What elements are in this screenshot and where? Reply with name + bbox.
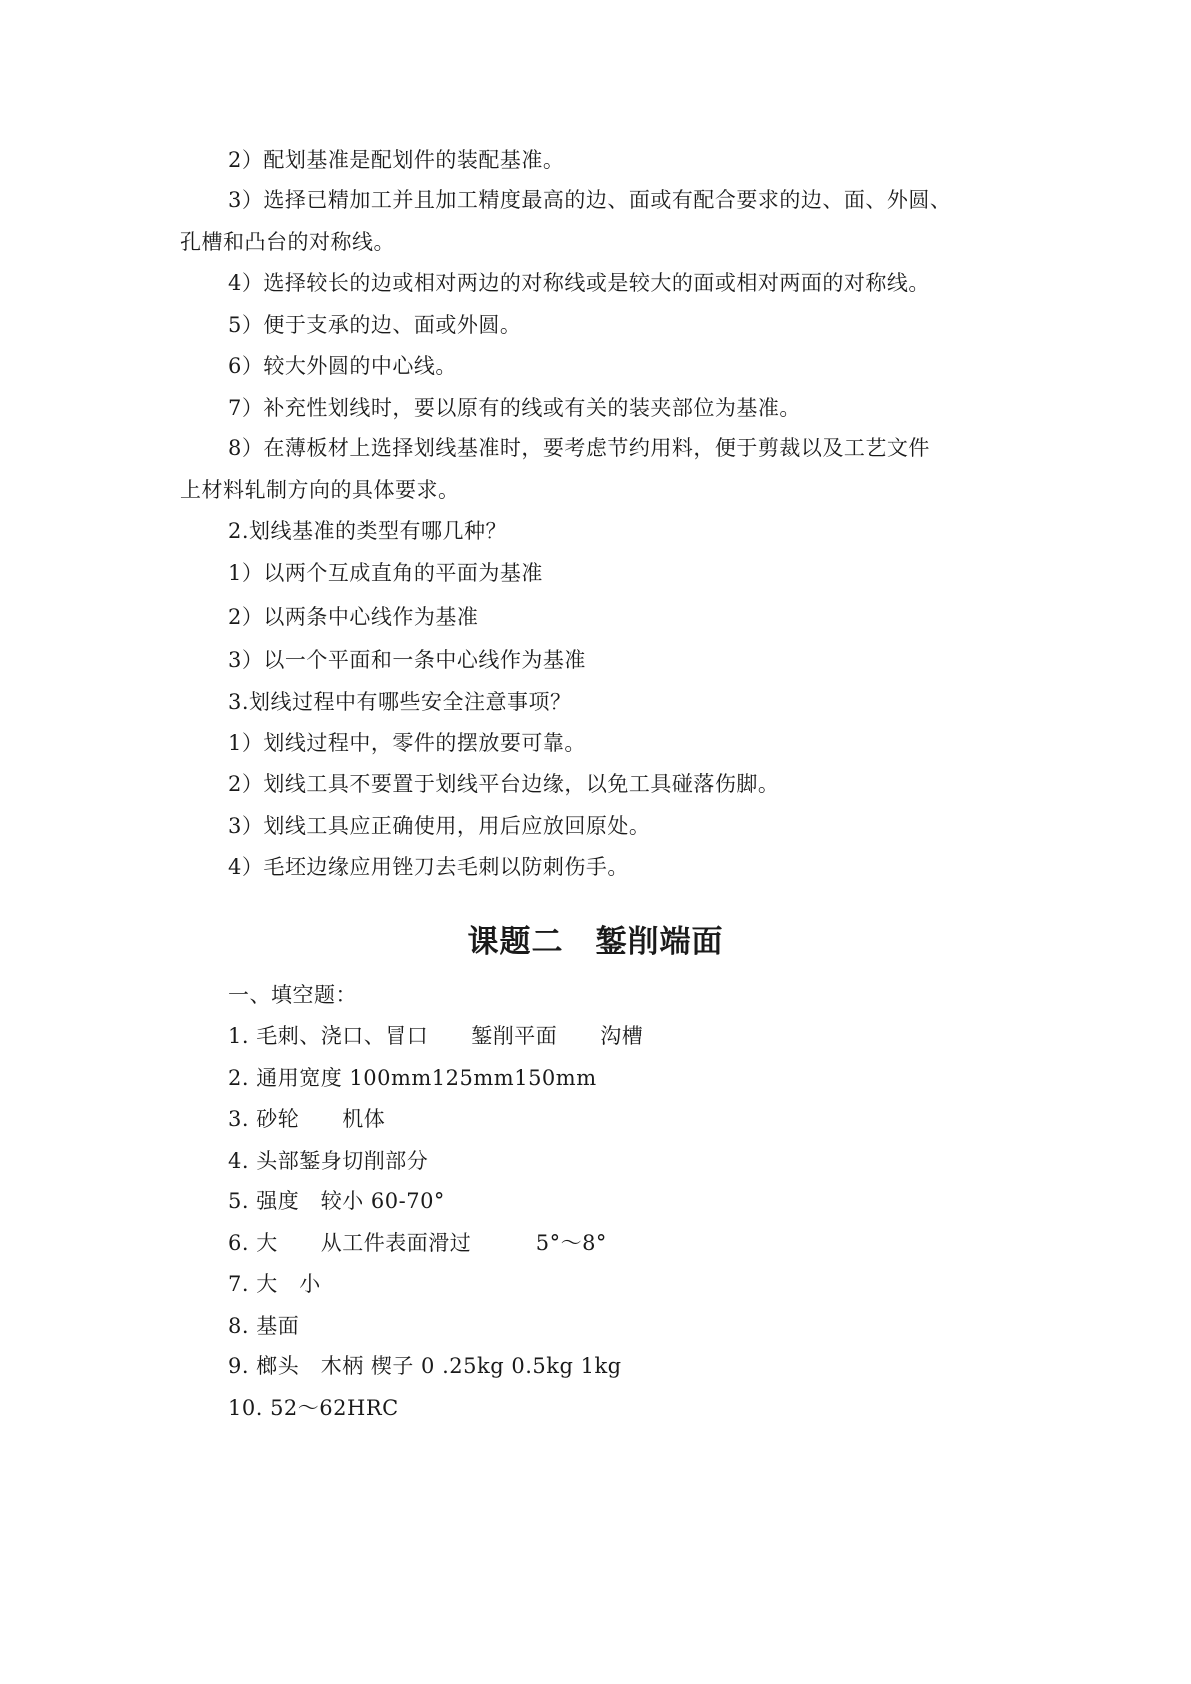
- answer-line: 2. 通用宽度 100mm125mm150mm: [228, 1066, 597, 1090]
- list-item: 1）以两个互成直角的平面为基准: [228, 561, 543, 585]
- list-item: 3）划线工具应正确使用，用后应放回原处。: [228, 814, 651, 838]
- section-title: 课题二 錾削端面: [467, 924, 724, 960]
- answer-line: 4. 头部錾身切削部分: [228, 1149, 429, 1173]
- question-heading: 2.划线基准的类型有哪几种？: [228, 519, 508, 543]
- subsection-heading: 一、填空题：: [228, 983, 357, 1007]
- paragraph-line: 上材料轧制方向的具体要求。: [180, 478, 460, 502]
- list-item: 2）以两条中心线作为基准: [228, 605, 479, 629]
- list-item: 2）划线工具不要置于划线平台边缘，以免工具碰落伤脚。: [228, 772, 780, 796]
- paragraph-line: 8）在薄板材上选择划线基准时，要考虑节约用料，便于剪裁以及工艺文件: [228, 436, 930, 460]
- question-heading: 3.划线过程中有哪些安全注意事项？: [228, 690, 572, 714]
- answer-line: 9. 榔头 木柄 楔子 0 .25kg 0.5kg 1kg: [228, 1354, 622, 1378]
- answer-line: 1. 毛刺、浇口、冒口 錾削平面 沟槽: [228, 1024, 644, 1048]
- answer-line: 8. 基面: [228, 1314, 300, 1338]
- paragraph-line: 6）较大外圆的中心线。: [228, 354, 457, 378]
- answer-line: 3. 砂轮 机体: [228, 1107, 386, 1131]
- paragraph-line: 2）配划基准是配划件的装配基准。: [228, 148, 565, 172]
- paragraph-line: 4）选择较长的边或相对两边的对称线或是较大的面或相对两面的对称线。: [228, 271, 930, 295]
- paragraph-line: 3）选择已精加工并且加工精度最高的边、面或有配合要求的边、面、外圆、: [228, 188, 952, 212]
- list-item: 4）毛坯边缘应用锉刀去毛刺以防刺伤手。: [228, 855, 629, 879]
- paragraph-line: 孔槽和凸台的对称线。: [180, 230, 395, 254]
- answer-line: 7. 大 小: [228, 1272, 321, 1296]
- answer-line: 5. 强度 较小 60-70°: [228, 1189, 445, 1213]
- paragraph-line: 7）补充性划线时，要以原有的线或有关的装夹部位为基准。: [228, 396, 801, 420]
- list-item: 1）划线过程中，零件的摆放要可靠。: [228, 731, 586, 755]
- answer-line: 10. 52～62HRC: [228, 1396, 399, 1420]
- list-item: 3）以一个平面和一条中心线作为基准: [228, 648, 586, 672]
- paragraph-line: 5）便于支承的边、面或外圆。: [228, 313, 522, 337]
- answer-line: 6. 大 从工件表面滑过 5°～8°: [228, 1231, 607, 1255]
